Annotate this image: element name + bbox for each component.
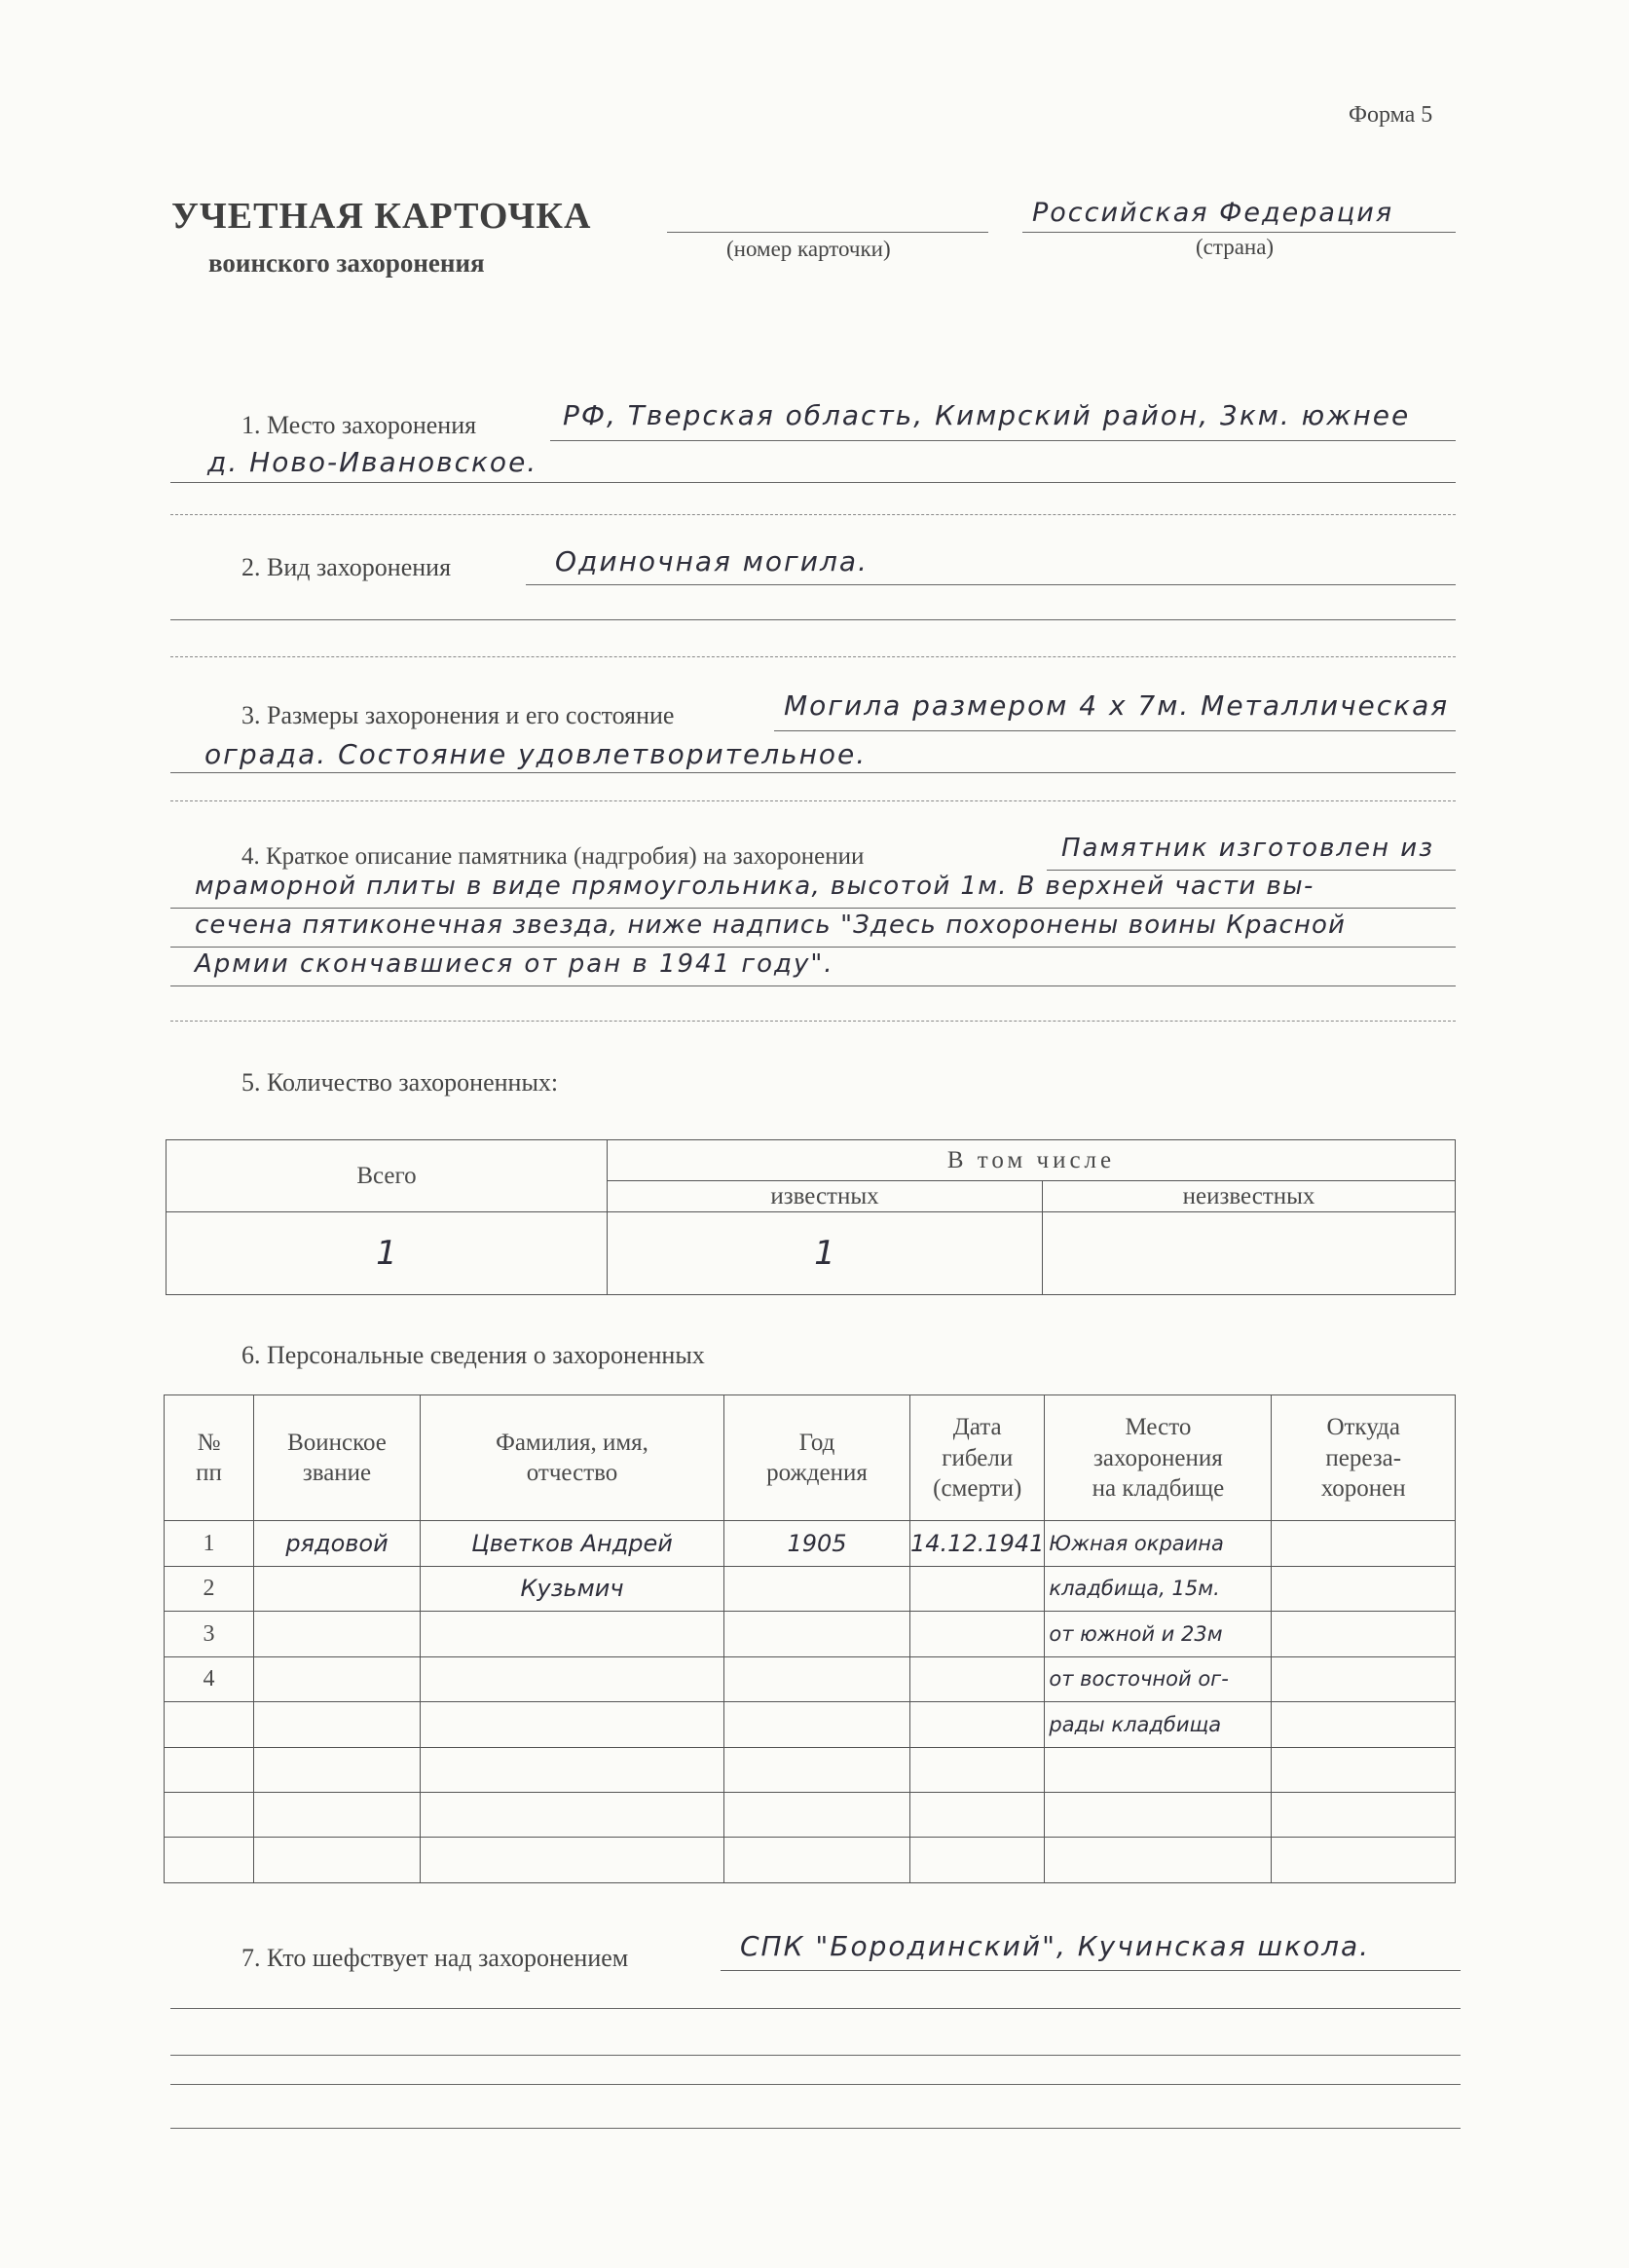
cell-rank: [254, 1702, 421, 1747]
s7-underline-3: [170, 2055, 1461, 2056]
card-number-line: [667, 232, 988, 233]
s7-underline-4: [170, 2084, 1461, 2085]
cell-name: Кузьмич: [421, 1566, 724, 1611]
table-row: [165, 1747, 1456, 1792]
cell-died: [910, 1793, 1045, 1838]
cell-name: [421, 1702, 724, 1747]
country-value: Российская Федерация: [1032, 198, 1394, 228]
count-header-incl: В том числе: [608, 1140, 1456, 1181]
cell-born: [724, 1838, 910, 1883]
s7-underline-2: [170, 2008, 1461, 2009]
personal-info-table: [164, 1394, 1456, 1883]
card-subtitle: воинского захоронения: [208, 248, 485, 278]
count-header-known: известных: [608, 1181, 1043, 1212]
s3-underline-1: [774, 730, 1456, 731]
patron-value: СПК "Бородинский", Кучинская школа.: [740, 1930, 1371, 1962]
cell-rank: рядовой: [254, 1521, 421, 1566]
cell-name: [421, 1747, 724, 1792]
monument-line1: Памятник изготовлен из: [1061, 834, 1435, 863]
s2-underline-2: [170, 619, 1456, 620]
cell-born: [724, 1612, 910, 1656]
table-row: [165, 1521, 1456, 1566]
cell-place: Южная окраина: [1045, 1521, 1272, 1566]
table-row: [165, 1612, 1456, 1656]
cell-died: 14.12.1941: [910, 1521, 1045, 1566]
card-number-caption: (номер карточки): [726, 237, 891, 261]
patron-label: 7. Кто шефствует над захоронением: [241, 1944, 629, 1972]
s2-underline-3: [170, 656, 1456, 657]
table-row: [165, 1702, 1456, 1747]
burial-type-label: 2. Вид захоронения: [241, 553, 452, 581]
burial-place-line2: д. Ново-Ивановское.: [207, 446, 538, 478]
cell-born: 1905: [724, 1521, 910, 1566]
cell-from: [1272, 1612, 1456, 1656]
cell-died: [910, 1612, 1045, 1656]
cell-rank: [254, 1612, 421, 1656]
count-total-value: 1: [167, 1212, 608, 1295]
col-header-from: Откуда переза- хоронен: [1272, 1395, 1456, 1521]
cell-from: [1272, 1566, 1456, 1611]
cell-from: [1272, 1838, 1456, 1883]
col-header-rank: Воинское звание: [254, 1395, 421, 1521]
cell-num: [165, 1747, 254, 1792]
count-known-value: 1: [608, 1212, 1043, 1295]
cell-rank: [254, 1793, 421, 1838]
col-header-born: Год рождения: [724, 1395, 910, 1521]
col-header-name: Фамилия, имя, отчество: [421, 1395, 724, 1521]
cell-place: [1045, 1793, 1272, 1838]
s2-underline-1: [526, 584, 1456, 585]
burial-place-label: 1. Место захоронения: [241, 411, 477, 439]
cell-rank: [254, 1838, 421, 1883]
cell-name: Цветков Андрей: [421, 1521, 724, 1566]
cell-num: 4: [165, 1656, 254, 1701]
cell-name: [421, 1793, 724, 1838]
cell-name: [421, 1838, 724, 1883]
burial-place-line1: РФ, Тверская область, Кимрский район, 3км. южнее: [563, 399, 1411, 431]
cell-num: [165, 1793, 254, 1838]
buried-count-label: 5. Количество захороненных:: [241, 1068, 559, 1097]
cell-born: [724, 1747, 910, 1792]
cell-rank: [254, 1747, 421, 1792]
s4-underline-2: [170, 908, 1456, 909]
s1-underline-2: [170, 482, 1456, 483]
cell-died: [910, 1702, 1045, 1747]
cell-num: 1: [165, 1521, 254, 1566]
cell-died: [910, 1838, 1045, 1883]
cell-num: [165, 1702, 254, 1747]
count-unknown-value: [1043, 1212, 1456, 1295]
s4-underline-5: [170, 1021, 1456, 1022]
cell-from: [1272, 1656, 1456, 1701]
monument-line3: сечена пятиконечная звезда, ниже надпись "Здесь похоронены воины Красной: [195, 911, 1347, 940]
cell-from: [1272, 1747, 1456, 1792]
burial-type-value: Одиночная могила.: [555, 545, 869, 577]
col-header-num: № пп: [165, 1395, 254, 1521]
cell-from: [1272, 1793, 1456, 1838]
col-header-died: Дата гибели (смерти): [910, 1395, 1045, 1521]
burial-size-line2: ограда. Состояние удовлетворительное.: [204, 738, 868, 770]
cell-born: [724, 1793, 910, 1838]
cell-place: рады кладбища: [1045, 1702, 1272, 1747]
cell-died: [910, 1747, 1045, 1792]
cell-place: от южной и 23м: [1045, 1612, 1272, 1656]
cell-name: [421, 1612, 724, 1656]
monument-label: 4. Краткое описание памятника (надгробия) на захоронении: [241, 843, 865, 870]
s1-underline-1: [550, 440, 1456, 441]
s7-underline-5: [170, 2128, 1461, 2129]
table-row: [165, 1793, 1456, 1838]
cell-from: [1272, 1702, 1456, 1747]
table-row: [165, 1656, 1456, 1701]
country-line: [1022, 232, 1456, 233]
cell-died: [910, 1566, 1045, 1611]
s4-underline-3: [170, 947, 1456, 948]
cell-rank: [254, 1656, 421, 1701]
personal-info-label: 6. Персональные сведения о захороненных: [241, 1341, 705, 1369]
table-row: [165, 1838, 1456, 1883]
count-header-total: Всего: [167, 1140, 608, 1212]
s4-underline-1: [1047, 870, 1456, 871]
cell-num: [165, 1838, 254, 1883]
burial-size-label: 3. Размеры захоронения и его состояние: [241, 701, 675, 729]
cell-place: [1045, 1838, 1272, 1883]
s4-underline-4: [170, 985, 1456, 986]
cell-name: [421, 1656, 724, 1701]
monument-line2: мраморной плиты в виде прямоугольника, высотой 1м. В верхней части вы-: [195, 872, 1314, 901]
s1-underline-3: [170, 514, 1456, 515]
cell-num: 3: [165, 1612, 254, 1656]
s3-underline-2: [170, 772, 1456, 773]
cell-place: от восточной ог-: [1045, 1656, 1272, 1701]
count-header-unknown: неизвестных: [1043, 1181, 1456, 1212]
cell-died: [910, 1656, 1045, 1701]
cell-from: [1272, 1521, 1456, 1566]
cell-born: [724, 1702, 910, 1747]
cell-born: [724, 1656, 910, 1701]
cell-place: [1045, 1747, 1272, 1792]
s3-underline-3: [170, 800, 1456, 801]
form-number: Форма 5: [1349, 102, 1433, 128]
burial-size-line1: Могила размером 4 х 7м. Металлическая: [784, 689, 1450, 722]
cell-place: кладбища, 15м.: [1045, 1566, 1272, 1611]
cell-num: 2: [165, 1566, 254, 1611]
table-row: [165, 1566, 1456, 1611]
col-header-place: Место захоронения на кладбище: [1045, 1395, 1272, 1521]
s7-underline-1: [721, 1970, 1461, 1971]
cell-born: [724, 1566, 910, 1611]
cell-rank: [254, 1566, 421, 1611]
buried-count-table: [166, 1139, 1456, 1295]
country-caption: (страна): [1196, 235, 1275, 259]
monument-line4: Армии скончавшиеся от ран в 1941 году".: [195, 949, 834, 979]
card-title: УЧЕТНАЯ КАРТОЧКА: [171, 196, 592, 237]
